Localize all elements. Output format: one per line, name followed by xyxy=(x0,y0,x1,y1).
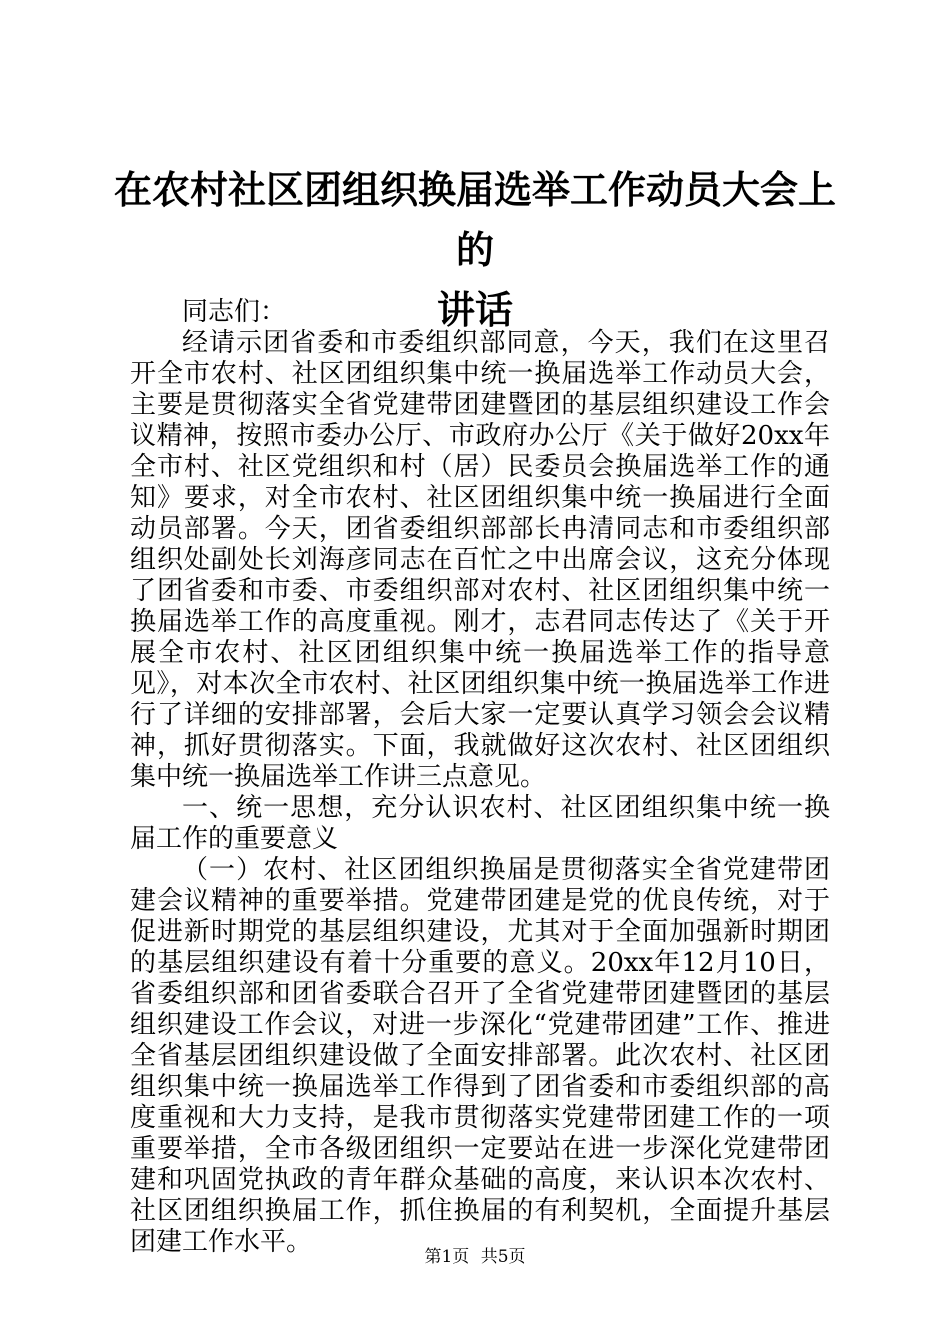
page-footer xyxy=(0,1242,950,1267)
document-body xyxy=(130,297,830,1258)
page-total: 共5页 xyxy=(480,1247,526,1267)
page-number: 第1页 xyxy=(424,1247,470,1267)
subsection-paragraph: （一）农村、社区团组织换届是贯彻落实全省党建带团建会议精神的重要举措。党建带团建是党的优良传统，对于促进新时期党的基层组织建设，尤其对于全面加强新时期团的基层组织建设有着十分重要的意义。20xx年12月10日，省委组织部和团省委联合召开了全省党建带团建暨团的基层组织建设工作会议，对进一步深化“党建带团建”工作、推进全省基层团组织建设做了全面安排部署。此次农村、社区团组织集中统一换届选举工作得到了团省委和市委组织部的高度重视和大力支持，是我市贯彻落实党建带团建工作的一项重要举措，全市各级团组织一定要站在进一步深化党建带团建和巩固党执政的青年群众基础的高度，来认识本次农村、社区团组织换届工作，抓住换届的有利契机，全面提升基层团建工作水平。 xyxy=(130,855,830,1257)
section-heading-paragraph: 一、统一思想，充分认识农村、社区团组织集中统一换届工作的重要意义 xyxy=(130,793,830,854)
document-title-line-1: 在农村社区团组织换届选举工作动员大会上的 xyxy=(113,167,836,272)
intro-paragraph: 经请示团省委和市委组织部同意，今天，我们在这里召开全市农村、社区团组织集中统一换届选举工作动员大会，主要是贯彻落实全省党建带团建暨团的基层组织建设工作会议精神，按照市委办公厅、市政府办公厅《关于做好20xx年全市村、社区党组织和村（居）民委员会换届选举工作的通知》要求，对全市农村、社区团组织集中统一换届进行全面动员部署。今天，团省委组织部部长冉清同志和市委组织部组织处副处长刘海彦同志在百忙之中出席会议，这充分体现了团省委和市委、市委组织部对农村、社区团组织集中统一换届选举工作的高度重视。刚才，志君同志传达了《关于开展全市农村、社区团组织集中统一换届选举工作的指导意见》，对本次全市农村、社区团组织集中统一换届选举工作进行了详细的安排部署，会后大家一定要认真学习领会会议精神，抓好贯彻落实。下面，我就做好这次农村、社区团组织集中统一换届选举工作讲三点意见。 xyxy=(130,328,830,792)
document-title-line-2: 讲话 xyxy=(436,287,513,332)
salutation-paragraph: 同志们： xyxy=(182,297,287,327)
